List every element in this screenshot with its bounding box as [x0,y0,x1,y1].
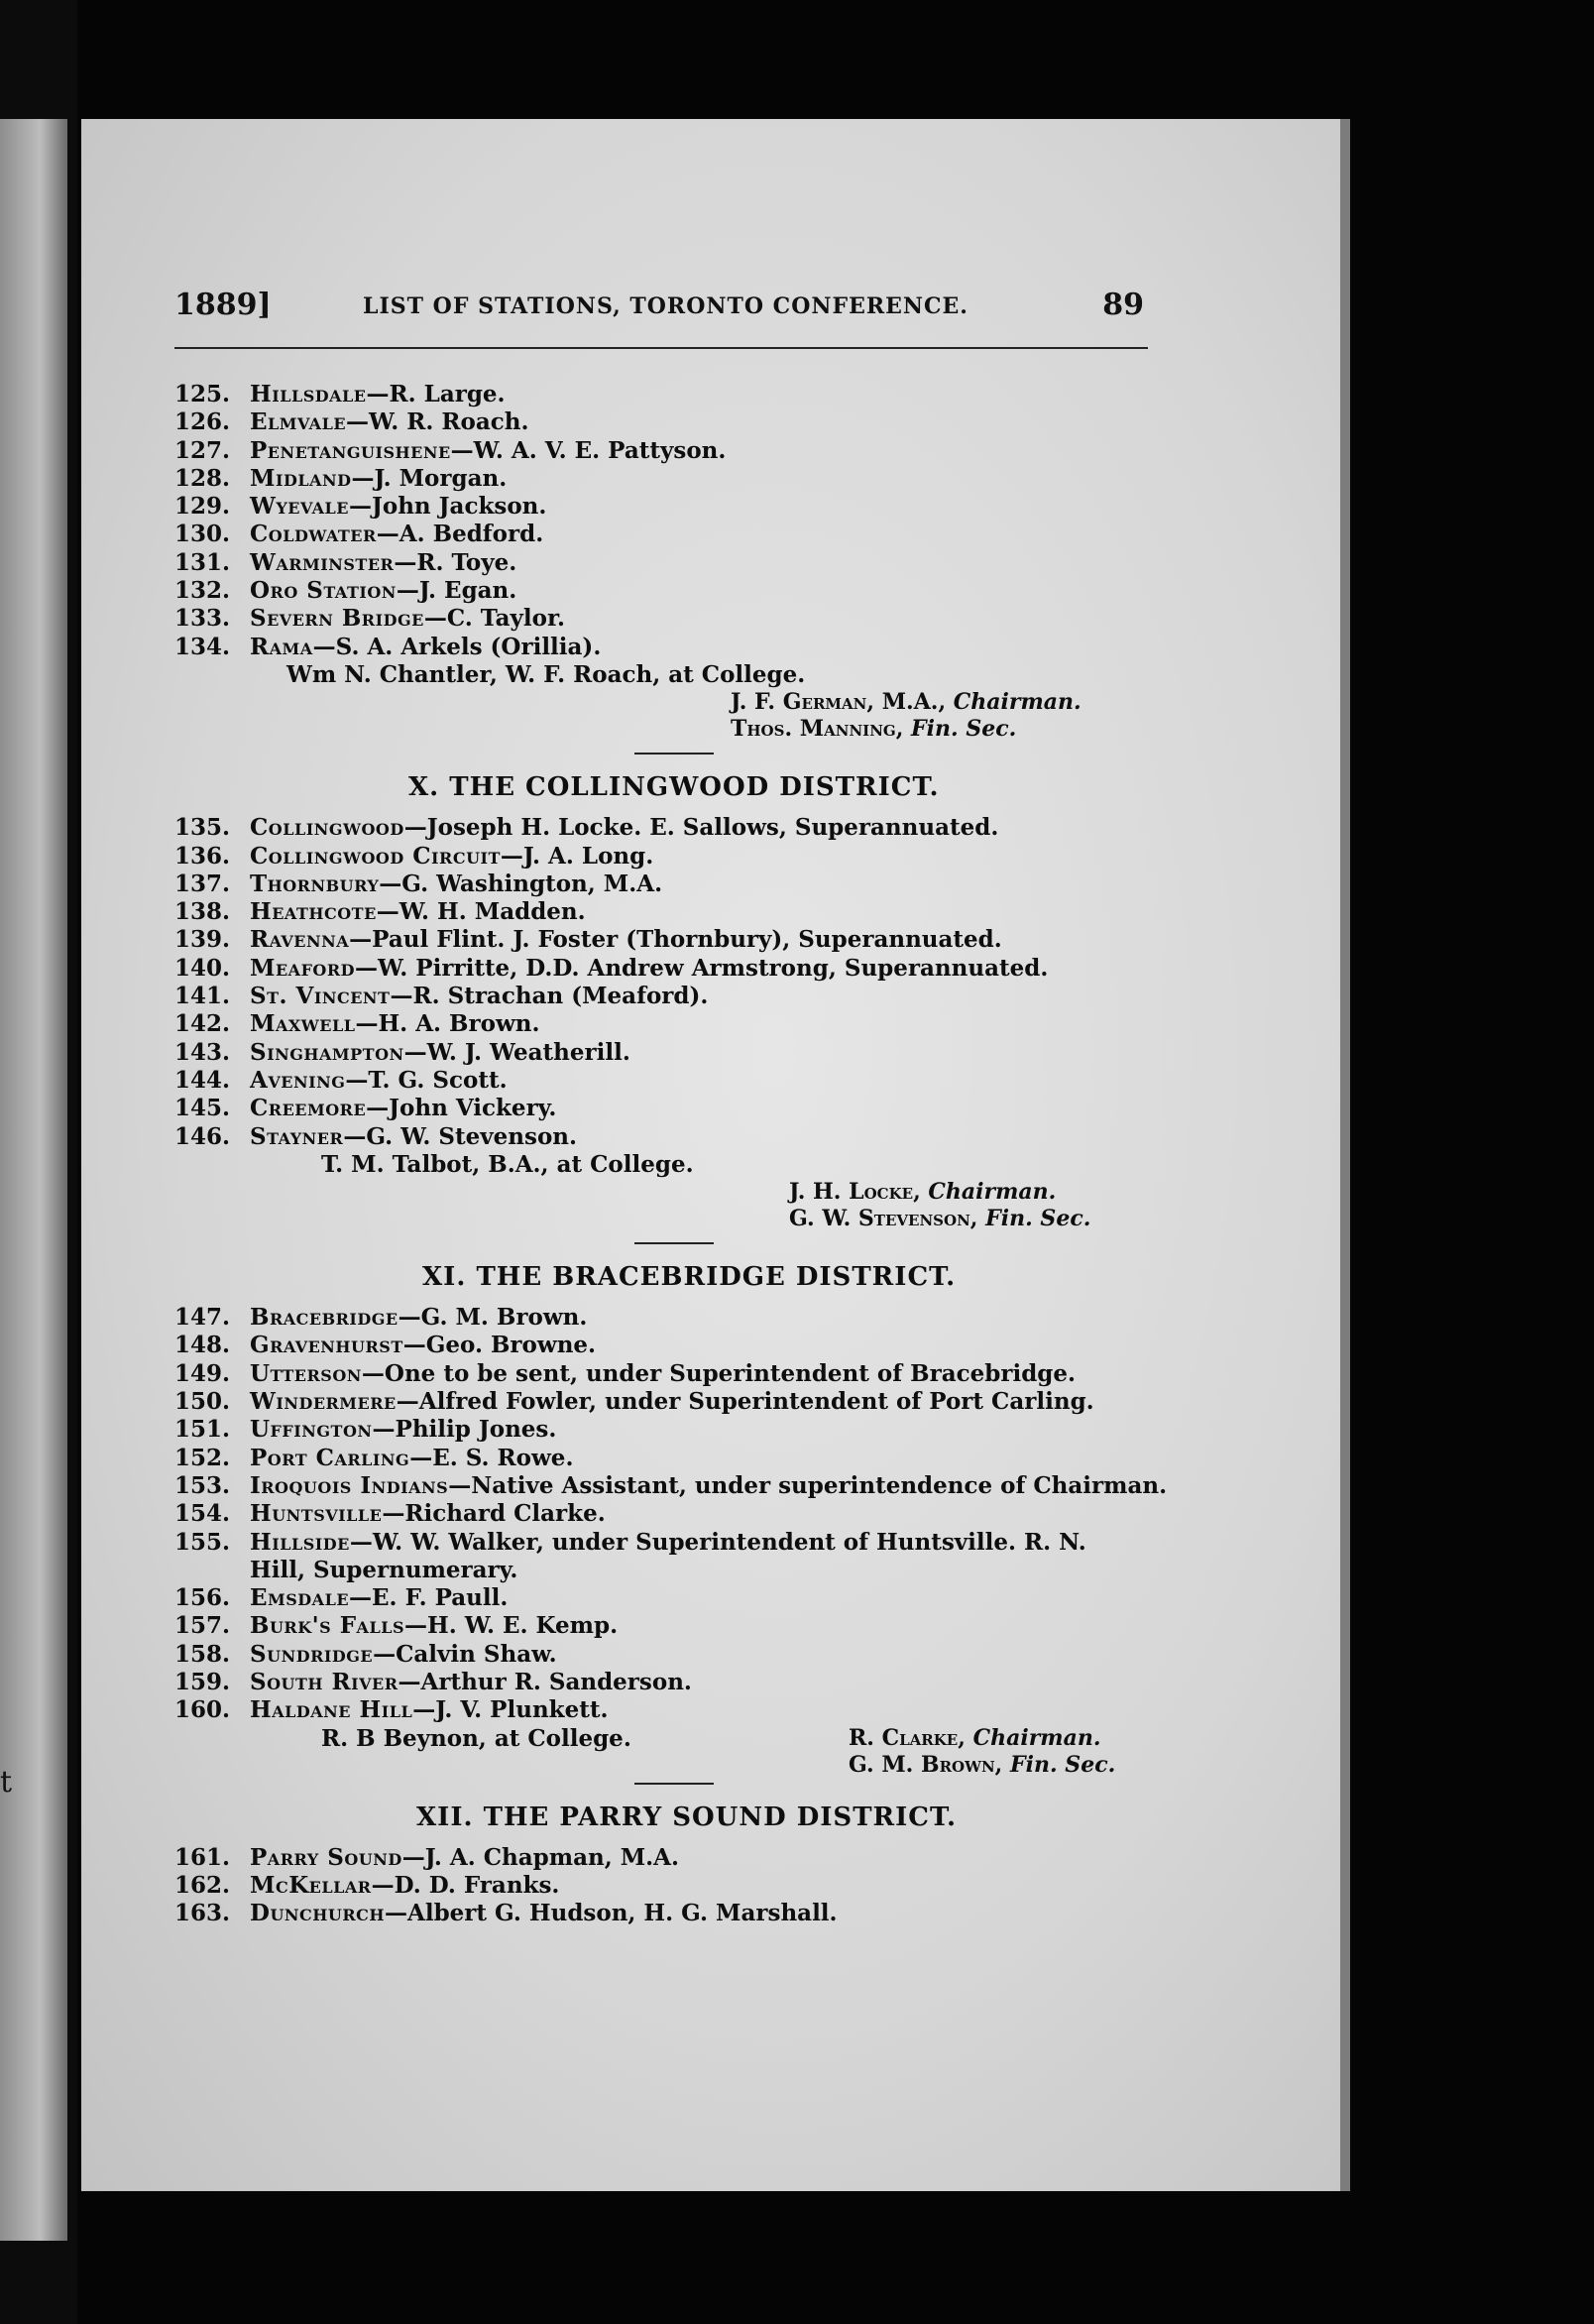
district-chairman [174,689,1176,716]
at-college-note: T. M. Talbot, B.A., at College. [321,1150,694,1178]
station-number: 146. [174,1122,231,1150]
station-number: 129. [174,493,231,521]
station-place: Stayner [250,1122,344,1150]
station-number: 139. [174,926,231,954]
station-ministers: —Geo. Browne. [402,1332,597,1359]
chairman-name: R. Clarke, [849,1724,966,1751]
station-place: Ravenna [250,926,350,954]
station-ministers: —J. A. Long. [500,842,654,870]
station-ministers: —J. V. Plunkett. [412,1696,609,1724]
station-place: Maxwell [250,1010,356,1038]
station-ministers: —H. W. E. Kemp. [404,1612,619,1640]
station-ministers: —J. Morgan. [351,464,508,492]
station-number: 154. [174,1500,231,1528]
station-ministers: —E. F. Paull. [349,1584,509,1612]
station-number: 149. [174,1359,231,1387]
station-ministers: —C. Taylor. [423,605,566,633]
station-ministers: —G. W. Stevenson. [343,1122,578,1150]
station-place: Haldane Hill [250,1696,413,1724]
station-entry [174,634,1176,661]
station-place: Windermere [250,1388,397,1416]
station-entry [174,926,1176,954]
station-entry [174,814,1176,842]
secretary-name: Thos. Manning, [731,716,904,743]
secretary-role: Fin. Sec. [1010,1751,1116,1778]
station-number: 128. [174,464,231,492]
station-entry [174,1612,1176,1640]
secretary-name: G. W. Stevenson, [789,1206,978,1232]
station-place: Midland [250,464,352,492]
station-ministers: —W. R. Roach. [346,408,529,436]
adjacent-page-text: t [0,1765,13,1800]
station-number: 163. [174,1900,231,1927]
station-entry [174,1472,1176,1500]
running-header [174,288,1148,349]
station-place: Bracebridge [250,1304,398,1332]
station-number: 142. [174,1010,231,1038]
station-entry [174,1304,1176,1332]
header-year: 1889] [174,288,272,322]
station-entry [174,1067,1176,1095]
station-entry [174,1039,1176,1067]
station-entry [174,1123,1176,1151]
station-place: Burk's Falls [250,1612,404,1640]
station-number: 133. [174,605,231,633]
station-number: 136. [174,842,231,870]
station-number: 127. [174,436,231,464]
district-chairman [849,1725,1115,1752]
station-ministers: —G. Washington, M.A. [379,870,663,897]
station-number: 162. [174,1871,231,1899]
chairman-role: Chairman. [953,689,1082,716]
station-entry [174,1095,1176,1122]
station-number: 131. [174,548,231,576]
section-ix-entries [174,381,1176,661]
station-entry [174,521,1176,548]
chairman-role: Chairman. [928,1179,1057,1206]
station-number: 140. [174,954,231,982]
station-place: Elmvale [250,408,347,436]
station-number: 153. [174,1471,231,1499]
station-place: Port Carling [250,1444,410,1471]
station-number: 138. [174,898,231,926]
station-number: 150. [174,1388,231,1416]
station-entry [174,1445,1176,1472]
station-entry [174,1696,1176,1724]
station-ministers: —J. A. Chapman, M.A. [401,1843,680,1871]
station-entry [174,983,1176,1010]
district-officers [849,1725,1115,1779]
station-entry [174,1388,1176,1416]
station-entry [174,1500,1176,1528]
district-heading: X. THE COLLINGWOOD DISTRICT. [408,772,940,803]
section-divider [634,1783,714,1785]
station-entry [174,437,1176,465]
station-place: Meaford [250,954,356,982]
station-ministers: —Native Assistant, under superintendence of Chairman. [448,1471,1168,1499]
station-place: Rama [250,633,313,660]
station-place: Sundridge [250,1640,374,1668]
district-chairman [174,1179,1176,1206]
station-number: 152. [174,1444,231,1471]
station-entry [174,381,1176,408]
at-college-note: Wm N. Chantler, W. F. Roach, at College. [286,660,806,688]
station-ministers: —Joseph H. Locke. E. Sallows, Superannuated. [403,814,999,842]
station-ministers: —John Jackson. [348,493,547,521]
station-number: 161. [174,1843,231,1871]
station-number: 143. [174,1038,231,1066]
station-place: Hillside [250,1528,350,1556]
chairman-name: J. F. German, M.A., [731,689,947,716]
station-place: Thornbury [250,870,380,897]
station-entry [174,1010,1176,1038]
secretary-name: G. M. Brown, [849,1751,1003,1778]
station-place: Oro Station [250,577,397,605]
station-place: Creemore [250,1095,367,1122]
chairman-name: J. H. Locke, [789,1179,921,1206]
station-entry [174,408,1176,436]
station-entry [174,1872,1176,1900]
page-number: 89 [1102,288,1144,322]
station-number: 159. [174,1668,231,1695]
station-ministers: —J. Egan. [396,577,517,605]
district-secretary [849,1752,1115,1779]
station-entry [174,1900,1176,1927]
station-ministers: —G. M. Brown. [398,1304,588,1332]
station-ministers: —S. A. Arkels (Orillia). [312,633,602,660]
station-place: Iroquois Indians [250,1471,449,1499]
station-entry [174,465,1176,493]
station-place: Penetanguishene [250,436,451,464]
station-ministers: —T. G. Scott. [345,1066,508,1094]
page-edge-shadow [1340,119,1350,2191]
station-entry [174,1844,1176,1872]
secretary-role: Fin. Sec. [911,716,1017,743]
station-ministers: —W. H. Madden. [376,898,586,926]
station-entry [174,605,1176,633]
station-place: McKellar [250,1871,372,1899]
secretary-role: Fin. Sec. [985,1206,1091,1232]
page-content [174,381,1176,1927]
station-ministers: —Arthur R. Sanderson. [398,1668,692,1695]
station-entry [174,955,1176,983]
station-entry [174,549,1176,577]
station-number: 141. [174,983,231,1010]
section-xi-entries [174,1304,1176,1724]
station-place: Coldwater [250,521,377,548]
station-number: 125. [174,381,231,407]
station-ministers: —Alfred Fowler, under Superintendent of Port Carling. [396,1388,1094,1416]
at-college-note: R. B Beynon, at College. [321,1724,631,1752]
station-ministers: —Philip Jones. [372,1416,557,1444]
station-ministers: —R. Strachan (Meaford). [390,983,709,1010]
station-number: 158. [174,1640,231,1668]
station-place: Gravenhurst [250,1332,403,1359]
station-ministers: —W. Pirritte, D.D. Andrew Armstrong, Superannuated. [355,954,1049,982]
district-heading: XI. THE BRACEBRIDGE DISTRICT. [422,1262,957,1293]
station-ministers: —R. Large. [366,381,506,407]
station-number: 151. [174,1416,231,1444]
station-number: 147. [174,1304,231,1332]
station-number: 157. [174,1612,231,1640]
station-place: Collingwood Circuit [250,842,501,870]
header-title: LIST OF STATIONS, TORONTO CONFERENCE. [363,293,968,319]
station-place: Utterson [250,1359,362,1387]
station-entry [174,1416,1176,1444]
station-entry [174,843,1176,871]
station-place: St. Vincent [250,983,391,1010]
station-entry [174,493,1176,521]
station-number: 126. [174,408,231,436]
station-ministers: —H. A. Brown. [355,1010,540,1038]
station-number: 160. [174,1696,231,1724]
district-heading: XII. THE PARRY SOUND DISTRICT. [416,1801,958,1832]
station-ministers: —A. Bedford. [376,521,544,548]
district-secretary [174,716,1176,743]
station-ministers: —One to be sent, under Superintendent of Bracebridge. [361,1359,1076,1387]
station-place: Severn Bridge [250,605,424,633]
station-place: Uffington [250,1416,373,1444]
station-entry [174,871,1176,898]
district-secretary [174,1206,1176,1232]
section-divider [634,1242,714,1244]
station-ministers: —Albert G. Hudson, H. G. Marshall. [384,1900,838,1927]
station-place: Dunchurch [250,1900,385,1927]
station-number: 130. [174,521,231,548]
station-entry-continuation [174,1557,1176,1584]
station-number: 155. [174,1528,231,1556]
station-entry [174,577,1176,605]
district-closing-block [174,1725,1176,1781]
station-ministers: —R. Toye. [394,548,517,576]
section-divider [634,753,714,755]
station-number: 137. [174,870,231,897]
section-x-entries [174,814,1176,1151]
station-number: 134. [174,633,231,660]
station-place: Collingwood [250,814,404,842]
station-number: 145. [174,1095,231,1122]
station-number: 156. [174,1584,231,1612]
station-place: Wyevale [250,493,349,521]
station-ministers: —E. S. Rowe. [409,1444,574,1471]
station-number: 132. [174,577,231,605]
station-place: South River [250,1668,398,1695]
station-place: Warminster [250,548,395,576]
station-number: 135. [174,814,231,842]
station-ministers: —W. A. V. E. Pattyson. [450,436,727,464]
station-ministers: —Paul Flint. J. Foster (Thornbury), Superannuated. [349,926,1002,954]
chairman-role: Chairman. [972,1724,1101,1751]
station-entry [174,1641,1176,1669]
station-place: Singhampton [250,1038,404,1066]
station-ministers: Hill, Supernumerary. [250,1556,518,1583]
station-entry [174,1360,1176,1388]
station-ministers: —D. D. Franks. [371,1871,560,1899]
adjacent-page-edge [0,119,67,2241]
station-entry [174,1584,1176,1612]
station-entry [174,898,1176,926]
station-place: Avening [250,1066,346,1094]
station-entry [174,1529,1176,1557]
station-entry [174,1332,1176,1359]
station-ministers: —W. J. Weatherill. [403,1038,630,1066]
station-entry [174,1669,1176,1696]
station-place: Heathcote [250,898,377,926]
station-place: Emsdale [250,1584,350,1612]
station-number: 144. [174,1066,231,1094]
station-ministers: —Calvin Shaw. [373,1640,557,1668]
station-place: Hillsdale [250,381,367,407]
station-place: Huntsville [250,1500,383,1528]
station-ministers: —John Vickery. [366,1095,557,1122]
station-number: 148. [174,1332,231,1359]
section-xii-entries [174,1844,1176,1928]
station-ministers: —W. W. Walker, under Superintendent of Huntsville. R. N. [349,1528,1086,1556]
station-ministers: —Richard Clarke. [382,1500,606,1528]
station-place: Parry Sound [250,1843,402,1871]
